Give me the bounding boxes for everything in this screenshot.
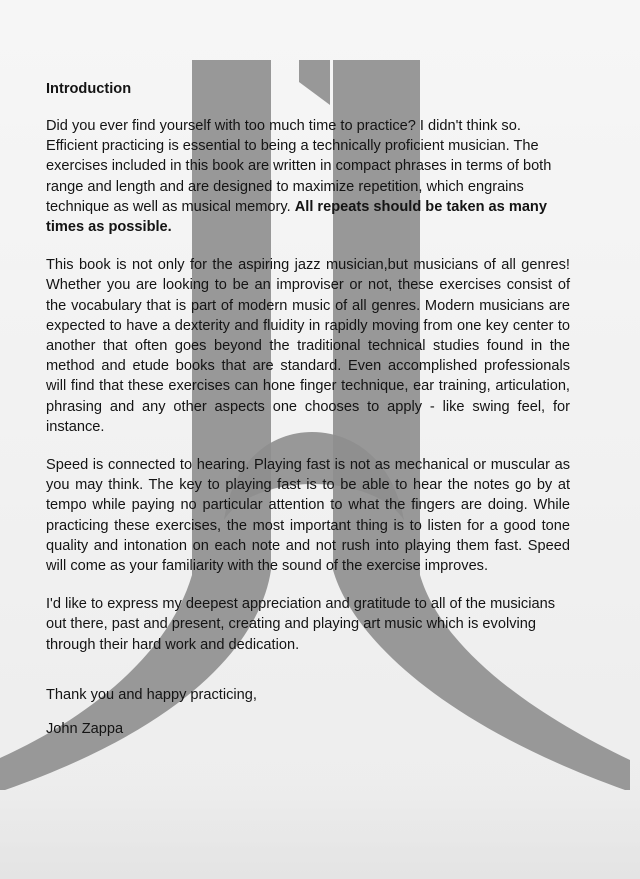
intro-paragraph-emphasis: All repeats should be taken as many times as possible. [46, 198, 547, 236]
intro-paragraph-text: Did you ever find yourself with too much time to practice? I didn't think so. Efficient practicing is essential to being a technically proficient musician. The exercises included in this book are written in compact phrases in terms of both range and length and are designed to maximize repetition, which engrains technique as well as musical memory. [46, 118, 552, 215]
closing-line: Thank you and happy practicing, [46, 686, 257, 703]
signature: John Zappa [46, 720, 124, 737]
gratitude-paragraph: I'd like to express my deepest appreciation and gratitude to all of the musicians out there, past and present, creating and playing art music which is evolving through their hard work and dedication. [46, 596, 555, 653]
document-body [46, 79, 570, 739]
speed-paragraph: Speed is connected to hearing. Playing fast is not as mechanical or muscular as you may think. The key to playing fast is to be able to hear the notes go by at tempo while paying no particular attention to what the fingers are doing. While practicing these exercises, the most important thing is to listen for a good tone quality and intonation on each note and not rush into playing them fast. Speed will come as your familiarity with the sound of the exercise improves. [46, 457, 570, 575]
page-title: Introduction [46, 81, 132, 97]
intro-paragraph [46, 116, 570, 237]
audience-paragraph: This book is not only for the aspiring jazz musician,but musicians of all genres! Whether you are looking to be an improviser or not, these exercises consist of the vocabulary that is part of modern music of all genres. Modern musicians are expected to have a dexterity and fluidity in rapidly moving from one key center to another that often goes beyond the traditional technical studies found in the method and etude books that are standard. Even accomplished professionals will find that these exercises can hone finger technique, ear training, articulation, phrasing and any other aspects one chooses to apply - like swing feel, for instance. [46, 257, 570, 435]
